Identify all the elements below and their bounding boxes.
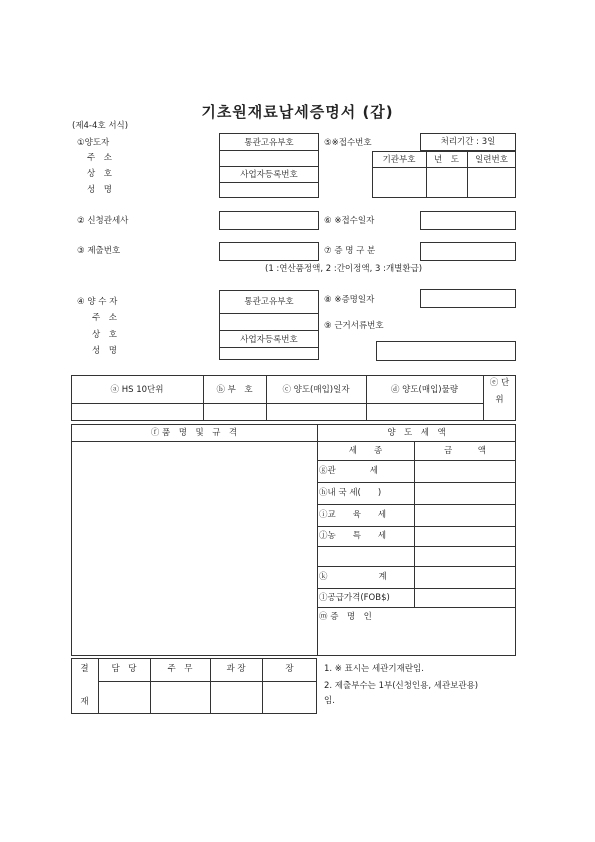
- receipt-date-label: ⑥ ※접수일자: [324, 216, 375, 226]
- item-date-field[interactable]: [267, 404, 365, 420]
- note-2: 2. 제출부수는 1부(신청인용, 세관보관용): [324, 681, 479, 691]
- form-number: (제4-4호 서식): [72, 121, 129, 131]
- transferor-biz-no-label: 사업자등록번호: [240, 170, 298, 180]
- tax-type-header: 세 종: [348, 446, 383, 456]
- note-1: 1. ※ 표시는 세관기재란임.: [324, 664, 424, 674]
- processing-period: 처리기간 : 3일: [440, 137, 496, 147]
- item-col-hs: ⓐ HS 10단위: [110, 385, 164, 395]
- receipt-date-field[interactable]: [420, 211, 516, 230]
- item-col-date: ⓒ 양도(매입)일자: [282, 385, 350, 395]
- cert-type-field[interactable]: [420, 242, 516, 261]
- receipt-year-field[interactable]: [427, 168, 466, 197]
- amount-rural-field[interactable]: [415, 527, 515, 545]
- transferee-biz-no-label: 사업자등록번호: [240, 335, 298, 345]
- item-col-qty: ⓓ 양도(매입)물량: [390, 385, 459, 395]
- note-2-cont: 임.: [324, 696, 335, 706]
- receipt-col-agency: 기관부호: [382, 155, 416, 165]
- transferee-address-label: 주 소: [92, 313, 117, 323]
- tax-row-customs: ⓖ관 세: [319, 466, 378, 476]
- tax-row-education: ⓘ교 육 세: [319, 510, 387, 520]
- receipt-no-label: ⑤※접수번호: [324, 138, 372, 148]
- certifier-field[interactable]: [318, 626, 515, 655]
- receipt-serial-field[interactable]: [468, 168, 515, 197]
- item-col-code: ⓑ 부 호: [216, 385, 253, 395]
- transferee-biz-no-field[interactable]: [220, 348, 318, 359]
- amount-customs-field[interactable]: [415, 461, 515, 481]
- approval-col-section-chief: 과 장: [226, 664, 246, 674]
- submit-no-field[interactable]: [219, 242, 319, 261]
- amount-blank-field[interactable]: [415, 547, 515, 565]
- certifier-label: ⓜ 증 명 인: [319, 612, 372, 622]
- transferor-biz-no-field[interactable]: [220, 183, 318, 197]
- transfer-tax-header: 양 도 세 액: [387, 428, 446, 438]
- basis-doc-field[interactable]: [376, 341, 516, 361]
- item-hs-field[interactable]: [72, 404, 202, 420]
- applicant-broker-label: ② 신청관세사: [77, 216, 129, 226]
- cert-type-note: (1 :연산품정액, 2 :간이정액, 3 :개별환급): [265, 264, 423, 274]
- amount-education-field[interactable]: [415, 505, 515, 525]
- cert-date-field[interactable]: [420, 289, 516, 308]
- approval-label-1: 결: [80, 664, 89, 674]
- approval-col-head: 장: [285, 664, 294, 674]
- amount-total-field[interactable]: [415, 567, 515, 587]
- amount-header: 금 액: [444, 446, 486, 456]
- item-qty-field[interactable]: [367, 404, 482, 420]
- approval-officer-sign[interactable]: [151, 682, 209, 713]
- receipt-agency-field[interactable]: [373, 168, 425, 197]
- receipt-col-year: 년 도: [434, 155, 459, 165]
- transferee-label: ④ 양 수 자: [77, 297, 118, 307]
- transferor-trade-name-label: 상 호: [87, 169, 112, 179]
- submit-no-label: ③ 제출번호: [77, 246, 121, 256]
- cert-type-label: ⑦ 증 명 구 분: [324, 246, 376, 256]
- tax-row-rural: ⓙ농 특 세: [319, 531, 387, 541]
- form-title: 기초원재료납세증명서 (갑): [201, 103, 394, 121]
- transferee-trade-name-label: 상 호: [92, 330, 117, 340]
- approval-label-2: 재: [80, 697, 89, 707]
- approval-head-sign[interactable]: [263, 682, 316, 713]
- transferor-name-label: 성 명: [87, 185, 112, 195]
- approval-col-staff: 담 당: [111, 664, 137, 674]
- transferor-label: ①양도자: [77, 138, 110, 148]
- amount-fob-field[interactable]: [415, 589, 515, 606]
- tax-row-total: ⓚ 계: [319, 572, 387, 582]
- receipt-col-serial: 일련번호: [475, 155, 508, 165]
- tax-row-domestic: ⓗ내 국 세( ): [319, 488, 382, 498]
- cert-date-label: ⑧ ※증명일자: [324, 295, 375, 305]
- approval-col-officer: 주 무: [167, 664, 193, 674]
- transferee-name-label: 성 명: [92, 346, 117, 356]
- goods-spec-header: ⓕ 품 명 및 규 격: [150, 428, 238, 438]
- approval-staff-sign[interactable]: [99, 682, 149, 713]
- transferee-customs-code-field[interactable]: [220, 314, 318, 329]
- goods-spec-field[interactable]: [72, 442, 316, 655]
- transferee-customs-code-label: 통관고유부호: [244, 297, 294, 307]
- transferor-customs-code-field[interactable]: [220, 151, 318, 165]
- transferor-address-label: 주 소: [87, 153, 112, 163]
- approval-section-chief-sign[interactable]: [211, 682, 261, 713]
- applicant-broker-field[interactable]: [219, 211, 319, 230]
- tax-row-fob: ⓛ공급가격(FOB$): [319, 593, 390, 603]
- item-col-unit-2: 위: [495, 395, 504, 405]
- item-code-field[interactable]: [204, 404, 265, 420]
- item-col-unit-1: ⓔ 단: [489, 378, 510, 388]
- amount-domestic-field[interactable]: [415, 483, 515, 503]
- basis-doc-label: ⑨ 근거서류번호: [324, 321, 384, 331]
- transferor-customs-code-label: 통관고유부호: [244, 138, 294, 148]
